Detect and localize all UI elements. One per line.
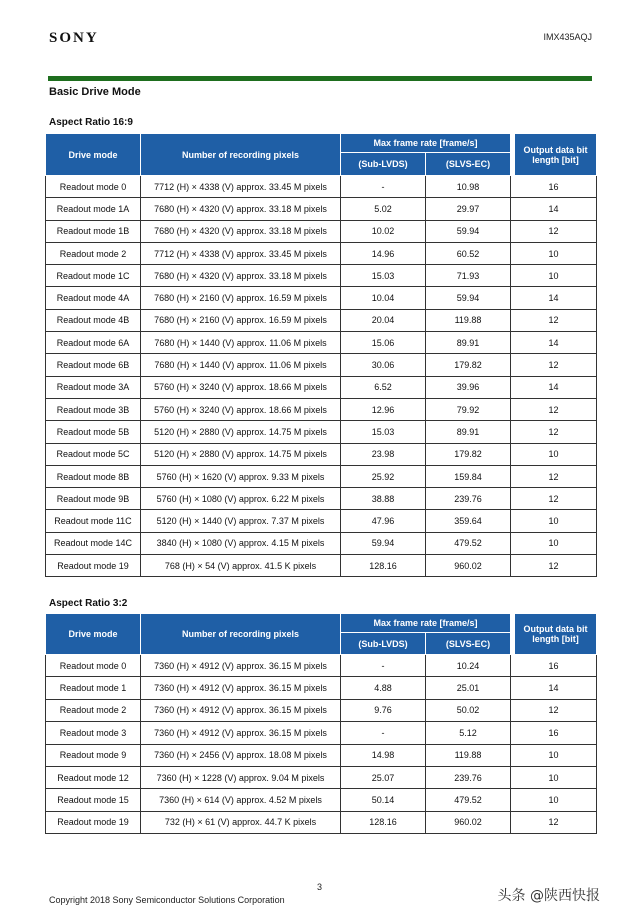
model-number: IMX435AQJ [543, 32, 592, 42]
cell-slvs-ec: 119.88 [426, 744, 511, 766]
cell-drive-mode: Readout mode 2 [46, 699, 141, 721]
drive-mode-table-16-9 [45, 133, 597, 577]
cell-output-bit-length: 14 [511, 376, 597, 398]
cell-drive-mode: Readout mode 4A [46, 287, 141, 309]
cell-recording-pixels: 7360 (H) × 2456 (V) approx. 18.08 M pixels [141, 744, 341, 766]
cell-slvs-ec: 71.93 [426, 265, 511, 287]
cell-slvs-ec: 479.52 [426, 789, 511, 811]
cell-slvs-ec: 29.97 [426, 198, 511, 220]
cell-output-bit-length: 12 [511, 465, 597, 487]
table-row [46, 309, 597, 331]
table-row [46, 722, 597, 744]
cell-recording-pixels: 768 (H) × 54 (V) approx. 41.5 K pixels [141, 555, 341, 577]
cell-recording-pixels: 7712 (H) × 4338 (V) approx. 33.45 M pixels [141, 176, 341, 198]
cell-sub-lvds: 128.16 [341, 811, 426, 833]
cell-slvs-ec: 10.24 [426, 655, 511, 677]
cell-output-bit-length: 16 [511, 655, 597, 677]
cell-recording-pixels: 7360 (H) × 614 (V) approx. 4.52 M pixels [141, 789, 341, 811]
cell-drive-mode: Readout mode 5C [46, 443, 141, 465]
cell-drive-mode: Readout mode 9B [46, 488, 141, 510]
cell-output-bit-length: 10 [511, 766, 597, 788]
cell-recording-pixels: 7680 (H) × 4320 (V) approx. 33.18 M pixels [141, 265, 341, 287]
page-number: 3 [317, 882, 323, 892]
cell-sub-lvds: 38.88 [341, 488, 426, 510]
copyright-footer: Copyright 2018 Sony Semiconductor Solutions Corporation [49, 895, 285, 905]
cell-output-bit-length: 10 [511, 242, 597, 264]
cell-slvs-ec: 89.91 [426, 332, 511, 354]
cell-recording-pixels: 5120 (H) × 2880 (V) approx. 14.75 M pixels [141, 421, 341, 443]
cell-sub-lvds: 10.02 [341, 220, 426, 242]
cell-output-bit-length: 12 [511, 811, 597, 833]
cell-sub-lvds: 14.96 [341, 242, 426, 264]
cell-sub-lvds: - [341, 722, 426, 744]
cell-sub-lvds: 12.96 [341, 398, 426, 420]
table-body [46, 655, 597, 834]
cell-slvs-ec: 239.76 [426, 766, 511, 788]
table-row [46, 398, 597, 420]
drive-mode-table-3-2 [45, 613, 597, 834]
cell-slvs-ec: 239.76 [426, 488, 511, 510]
cell-output-bit-length: 10 [511, 443, 597, 465]
table-row [46, 265, 597, 287]
cell-output-bit-length: 16 [511, 176, 597, 198]
table-body [46, 176, 597, 577]
cell-recording-pixels: 7680 (H) × 2160 (V) approx. 16.59 M pixels [141, 287, 341, 309]
cell-drive-mode: Readout mode 1B [46, 220, 141, 242]
table-row [46, 488, 597, 510]
cell-output-bit-length: 10 [511, 265, 597, 287]
header-slvs-ec: (SLVS-EC) [426, 153, 511, 176]
cell-drive-mode: Readout mode 1 [46, 677, 141, 699]
table-row [46, 465, 597, 487]
cell-output-bit-length: 10 [511, 744, 597, 766]
cell-output-bit-length: 12 [511, 220, 597, 242]
cell-slvs-ec: 159.84 [426, 465, 511, 487]
table-row [46, 421, 597, 443]
cell-recording-pixels: 5760 (H) × 1080 (V) approx. 6.22 M pixels [141, 488, 341, 510]
cell-output-bit-length: 14 [511, 332, 597, 354]
table-row [46, 811, 597, 833]
cell-recording-pixels: 732 (H) × 61 (V) approx. 44.7 K pixels [141, 811, 341, 833]
cell-slvs-ec: 10.98 [426, 176, 511, 198]
cell-recording-pixels: 7360 (H) × 4912 (V) approx. 36.15 M pixels [141, 722, 341, 744]
cell-recording-pixels: 7360 (H) × 4912 (V) approx. 36.15 M pixels [141, 677, 341, 699]
cell-sub-lvds: 15.03 [341, 265, 426, 287]
cell-slvs-ec: 50.02 [426, 699, 511, 721]
cell-output-bit-length: 12 [511, 398, 597, 420]
table-row [46, 789, 597, 811]
cell-drive-mode: Readout mode 4B [46, 309, 141, 331]
cell-drive-mode: Readout mode 9 [46, 744, 141, 766]
cell-recording-pixels: 7360 (H) × 4912 (V) approx. 36.15 M pixels [141, 699, 341, 721]
cell-sub-lvds: 128.16 [341, 555, 426, 577]
table-row [46, 354, 597, 376]
cell-drive-mode: Readout mode 3 [46, 722, 141, 744]
cell-drive-mode: Readout mode 11C [46, 510, 141, 532]
cell-sub-lvds: - [341, 176, 426, 198]
table-row [46, 198, 597, 220]
cell-slvs-ec: 89.91 [426, 421, 511, 443]
header-recording-pixels: Number of recording pixels [141, 134, 341, 176]
header-recording-pixels: Number of recording pixels [141, 614, 341, 655]
cell-sub-lvds: 20.04 [341, 309, 426, 331]
cell-drive-mode: Readout mode 1C [46, 265, 141, 287]
table-row [46, 220, 597, 242]
table-row [46, 510, 597, 532]
cell-drive-mode: Readout mode 6B [46, 354, 141, 376]
cell-sub-lvds: 59.94 [341, 532, 426, 554]
cell-recording-pixels: 5760 (H) × 3240 (V) approx. 18.66 M pixels [141, 398, 341, 420]
cell-output-bit-length: 10 [511, 789, 597, 811]
table-row [46, 242, 597, 264]
cell-output-bit-length: 12 [511, 309, 597, 331]
cell-drive-mode: Readout mode 19 [46, 811, 141, 833]
header-slvs-ec: (SLVS-EC) [426, 633, 511, 655]
header-output-bit-length: Output data bit length [bit] [515, 614, 597, 655]
cell-slvs-ec: 179.82 [426, 443, 511, 465]
cell-output-bit-length: 14 [511, 198, 597, 220]
cell-drive-mode: Readout mode 5B [46, 421, 141, 443]
cell-output-bit-length: 10 [511, 532, 597, 554]
cell-slvs-ec: 119.88 [426, 309, 511, 331]
cell-drive-mode: Readout mode 3A [46, 376, 141, 398]
header-sub-lvds: (Sub-LVDS) [341, 153, 426, 176]
cell-slvs-ec: 960.02 [426, 555, 511, 577]
cell-recording-pixels: 5120 (H) × 1440 (V) approx. 7.37 M pixels [141, 510, 341, 532]
cell-sub-lvds: 15.06 [341, 332, 426, 354]
table-row [46, 655, 597, 677]
cell-sub-lvds: 30.06 [341, 354, 426, 376]
cell-sub-lvds: 6.52 [341, 376, 426, 398]
cell-recording-pixels: 7680 (H) × 1440 (V) approx. 11.06 M pixels [141, 332, 341, 354]
cell-recording-pixels: 7680 (H) × 4320 (V) approx. 33.18 M pixels [141, 198, 341, 220]
header-drive-mode: Drive mode [46, 134, 141, 176]
cell-sub-lvds: 14.98 [341, 744, 426, 766]
table-row [46, 443, 597, 465]
header-drive-mode: Drive mode [46, 614, 141, 655]
cell-output-bit-length: 14 [511, 287, 597, 309]
cell-recording-pixels: 5760 (H) × 3240 (V) approx. 18.66 M pixels [141, 376, 341, 398]
cell-slvs-ec: 479.52 [426, 532, 511, 554]
cell-sub-lvds: 9.76 [341, 699, 426, 721]
table-row [46, 699, 597, 721]
table-row [46, 176, 597, 198]
cell-output-bit-length: 12 [511, 699, 597, 721]
cell-drive-mode: Readout mode 3B [46, 398, 141, 420]
table-row [46, 332, 597, 354]
watermark: 头条 @陕西快报 [497, 888, 600, 904]
cell-slvs-ec: 5.12 [426, 722, 511, 744]
cell-sub-lvds: - [341, 655, 426, 677]
cell-recording-pixels: 3840 (H) × 1080 (V) approx. 4.15 M pixels [141, 532, 341, 554]
cell-drive-mode: Readout mode 2 [46, 242, 141, 264]
cell-output-bit-length: 12 [511, 555, 597, 577]
cell-sub-lvds: 15.03 [341, 421, 426, 443]
table-title-16-9: Aspect Ratio 16:9 [49, 117, 133, 128]
cell-recording-pixels: 5760 (H) × 1620 (V) approx. 9.33 M pixels [141, 465, 341, 487]
table-row [46, 677, 597, 699]
cell-recording-pixels: 5120 (H) × 2880 (V) approx. 14.75 M pixels [141, 443, 341, 465]
cell-slvs-ec: 39.96 [426, 376, 511, 398]
table-row [46, 376, 597, 398]
cell-slvs-ec: 60.52 [426, 242, 511, 264]
table-row [46, 766, 597, 788]
cell-drive-mode: Readout mode 12 [46, 766, 141, 788]
cell-drive-mode: Readout mode 0 [46, 176, 141, 198]
header-output-bit-length: Output data bit length [bit] [515, 134, 597, 176]
cell-slvs-ec: 960.02 [426, 811, 511, 833]
cell-sub-lvds: 25.92 [341, 465, 426, 487]
section-title: Basic Drive Mode [49, 86, 141, 98]
cell-slvs-ec: 179.82 [426, 354, 511, 376]
cell-recording-pixels: 7360 (H) × 4912 (V) approx. 36.15 M pixels [141, 655, 341, 677]
cell-recording-pixels: 7360 (H) × 1228 (V) approx. 9.04 M pixels [141, 766, 341, 788]
cell-slvs-ec: 59.94 [426, 287, 511, 309]
cell-output-bit-length: 12 [511, 354, 597, 376]
cell-slvs-ec: 79.92 [426, 398, 511, 420]
cell-recording-pixels: 7680 (H) × 1440 (V) approx. 11.06 M pixels [141, 354, 341, 376]
cell-drive-mode: Readout mode 19 [46, 555, 141, 577]
cell-sub-lvds: 25.07 [341, 766, 426, 788]
table-title-3-2: Aspect Ratio 3:2 [49, 598, 128, 609]
table-row [46, 744, 597, 766]
cell-sub-lvds: 47.96 [341, 510, 426, 532]
cell-sub-lvds: 5.02 [341, 198, 426, 220]
cell-output-bit-length: 12 [511, 488, 597, 510]
header-rule [48, 76, 592, 81]
cell-drive-mode: Readout mode 6A [46, 332, 141, 354]
cell-recording-pixels: 7680 (H) × 4320 (V) approx. 33.18 M pixels [141, 220, 341, 242]
cell-slvs-ec: 359.64 [426, 510, 511, 532]
cell-recording-pixels: 7712 (H) × 4338 (V) approx. 33.45 M pixels [141, 242, 341, 264]
cell-output-bit-length: 12 [511, 421, 597, 443]
cell-sub-lvds: 50.14 [341, 789, 426, 811]
cell-drive-mode: Readout mode 0 [46, 655, 141, 677]
cell-drive-mode: Readout mode 14C [46, 532, 141, 554]
cell-drive-mode: Readout mode 1A [46, 198, 141, 220]
cell-sub-lvds: 23.98 [341, 443, 426, 465]
cell-drive-mode: Readout mode 15 [46, 789, 141, 811]
cell-slvs-ec: 59.94 [426, 220, 511, 242]
cell-slvs-ec: 25.01 [426, 677, 511, 699]
header-max-frame-rate: Max frame rate [frame/s] [341, 614, 511, 633]
table-row [46, 555, 597, 577]
brand-logo: SONY [49, 30, 99, 46]
cell-sub-lvds: 10.04 [341, 287, 426, 309]
cell-sub-lvds: 4.88 [341, 677, 426, 699]
cell-output-bit-length: 14 [511, 677, 597, 699]
header-max-frame-rate: Max frame rate [frame/s] [341, 134, 511, 153]
cell-output-bit-length: 16 [511, 722, 597, 744]
cell-drive-mode: Readout mode 8B [46, 465, 141, 487]
header-sub-lvds: (Sub-LVDS) [341, 633, 426, 655]
cell-recording-pixels: 7680 (H) × 2160 (V) approx. 16.59 M pixels [141, 309, 341, 331]
table-row [46, 532, 597, 554]
table-row [46, 287, 597, 309]
cell-output-bit-length: 10 [511, 510, 597, 532]
